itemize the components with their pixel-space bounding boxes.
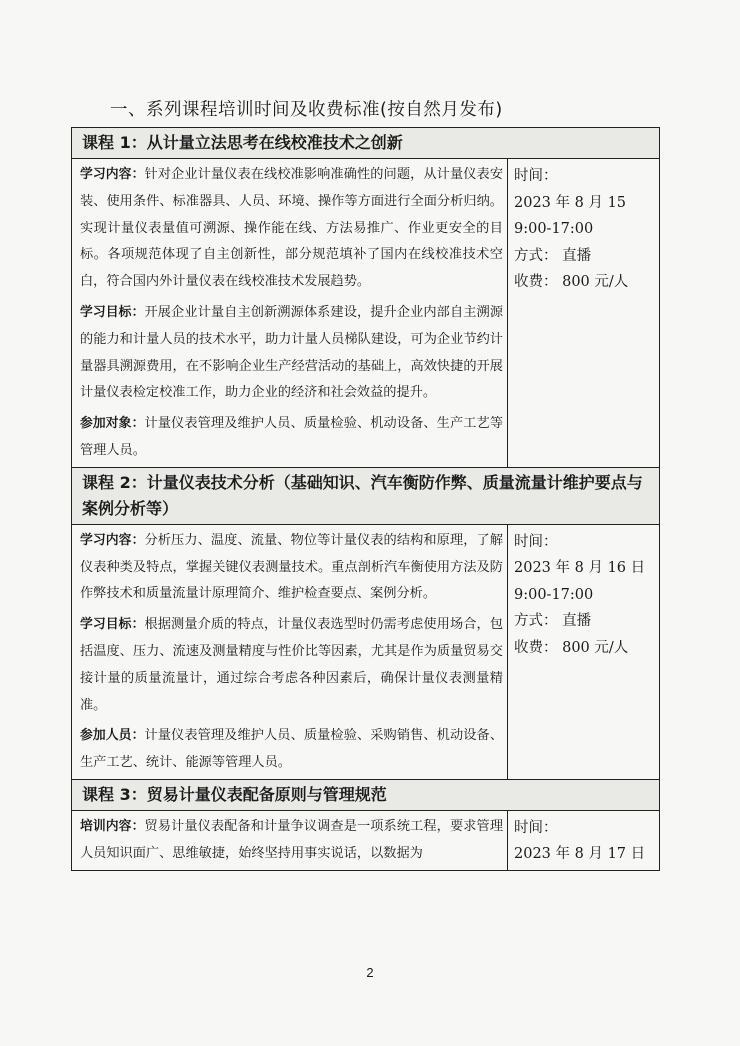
course-body-row (72, 159, 660, 468)
course-hours: 9:00-17:00 (514, 221, 594, 237)
course-paragraph (80, 528, 503, 608)
course-date: 2023 年 8 月 17 日 (514, 846, 646, 863)
course-schedule-info (508, 159, 660, 468)
course-title-row (72, 779, 660, 810)
course-paragraph (80, 162, 503, 296)
course-description (72, 159, 508, 468)
section-label: 参加对象： (80, 416, 145, 432)
section-label: 学习目标： (80, 617, 145, 633)
course-paragraph (80, 814, 503, 868)
section-text: 针对企业计量仪表在线校准影响准确性的问题，从计量仪表安装、使用条件、标准器具、人员、环境、操作等方面进行全面分析归纳。实现计量仪表量值可溯源、操作能在线、方法易推广、作业更安全的目标。各项规范体现了自主创新性，部分规范填补了国内在线校准技术空白，符合国内外计量仪表在线校准技术发展趋势。 (80, 167, 504, 290)
section-label: 学习内容： (80, 167, 145, 182)
course-schedule-table (71, 127, 660, 871)
section-heading: 一、系列课程培训时间及收费标准(按自然月发布) (110, 100, 503, 120)
course-description (72, 524, 508, 779)
course-date: 2023 年 8 月 15 (514, 194, 627, 211)
section-text: 贸易计量仪表配备和计量争议调查是一项系统工程，要求管理人员知识面广、思维敏捷，始终坚持用事实说话，以数据为 (80, 818, 504, 861)
course-mode: 方式： 直播 (514, 247, 592, 264)
section-label: 学习目标： (80, 304, 145, 320)
page-number: 2 (366, 965, 374, 980)
time-label: 时间： (514, 168, 558, 184)
course-hours: 9:00-17:00 (514, 586, 594, 603)
course-body-row (72, 524, 660, 779)
course-paragraph (80, 723, 503, 777)
course-paragraph (80, 300, 503, 407)
course-date: 2023 年 8 月 16 日 (514, 560, 646, 577)
course-description (72, 810, 508, 870)
section-label: 参加人员： (80, 728, 145, 744)
time-label: 时间： (514, 533, 558, 550)
section-text: 开展企业计量自主创新溯源体系建设，提升企业内部自主溯源的能力和计量人员的技术水平，助力计量人员梯队建设，可为企业节约计量器具溯源费用，在不影响企业生产经营活动的基础上，高效快捷的开展计量仪表检定校准工作，助力企业的经济和社会效益的提升。 (80, 304, 504, 401)
section-label: 培训内容： (80, 818, 145, 834)
section-text: 计量仪表管理及维护人员、质量检验、采购销售、机动设备、生产工艺、统计、能源等管理人员。 (80, 728, 504, 771)
time-label: 时间： (514, 819, 558, 836)
course-paragraph (80, 612, 503, 719)
course-fee: 收费： 800 元/人 (514, 274, 629, 290)
course-title: 课程 2：计量仪表技术分析（基础知识、汽车衡防作弊、质量流量计维护要点与案例分析等） (72, 467, 660, 524)
section-text: 分析压力、温度、流量、物位等计量仪表的结构和原理，了解仪表种类及特点，掌握关键仪表测量技术。重点剖析汽车衡使用方法及防作弊技术和质量流量计原理简介、维护检查要点、案例分析。 (80, 532, 504, 602)
section-text: 计量仪表管理及维护人员、质量检验、机动设备、生产工艺等管理人员。 (80, 416, 504, 458)
course-paragraph (80, 411, 503, 465)
course-fee: 收费： 800 元/人 (514, 639, 629, 656)
course-title-row (72, 128, 660, 159)
section-text: 根据测量介质的特点，计量仪表选型时仍需考虑使用场合，包括温度、压力、流速及测量精度与性价比等因素，尤其是作为质量贸易交接计量的质量流量计，通过综合考虑各种因素后，确保计量仪表测量精准。 (80, 617, 504, 713)
course-mode: 方式： 直播 (514, 613, 592, 630)
course-schedule-info (508, 810, 660, 870)
course-title: 课程 1：从计量立法思考在线校准技术之创新 (72, 128, 660, 159)
course-body-row (72, 810, 660, 870)
section-label: 学习内容： (80, 532, 145, 548)
course-schedule-info (508, 524, 660, 779)
course-title: 课程 3：贸易计量仪表配备原则与管理规范 (72, 779, 660, 810)
course-title-row (72, 467, 660, 524)
